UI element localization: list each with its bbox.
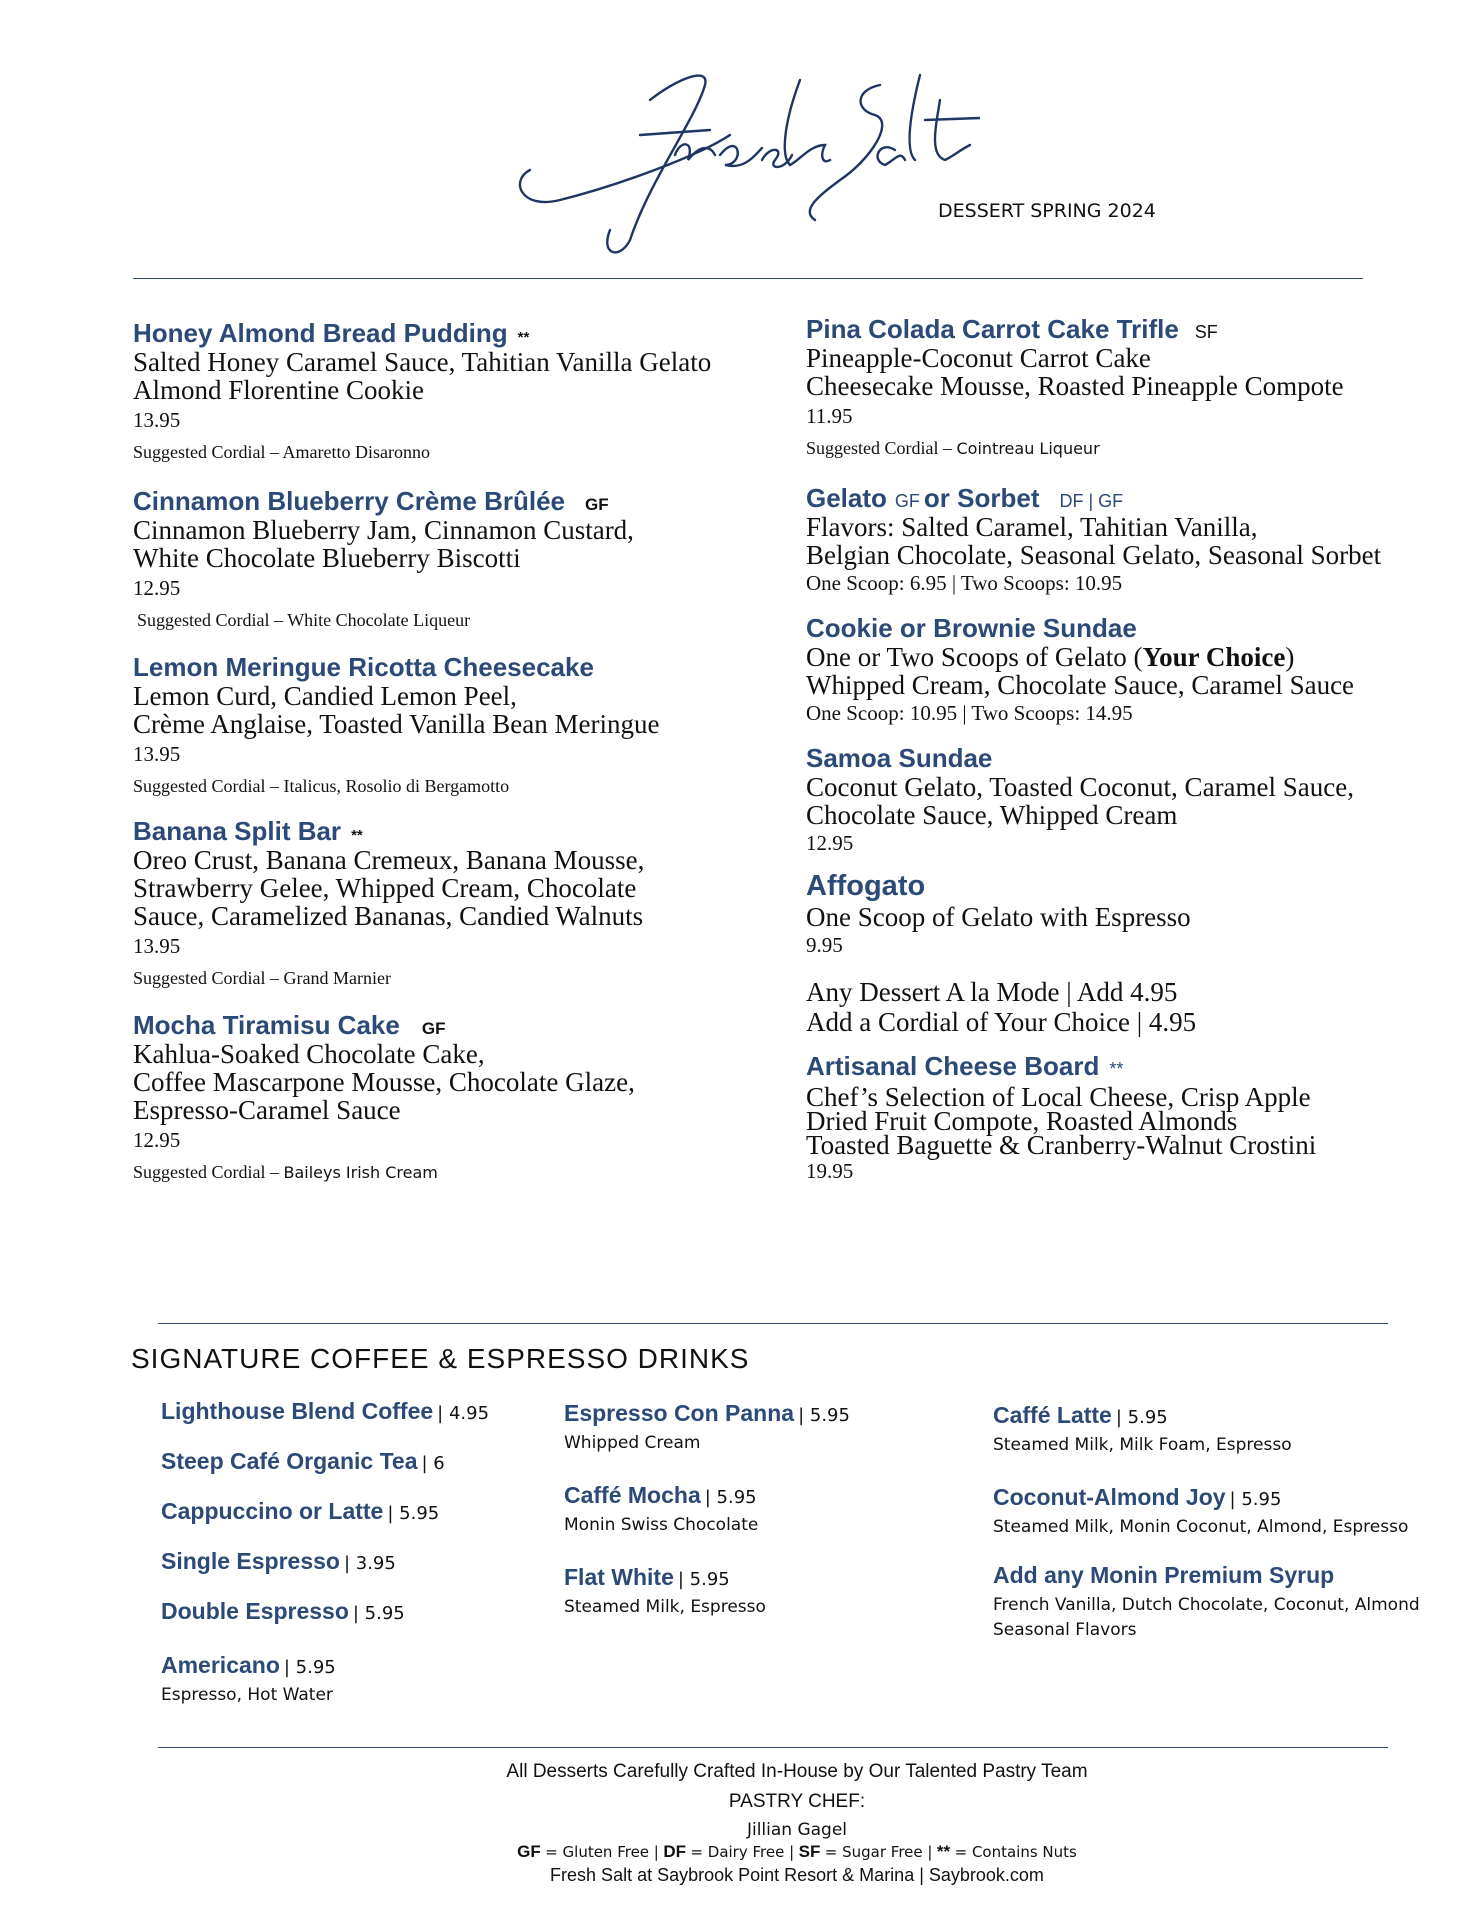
dessert-price: 12.95 (806, 831, 854, 855)
logo-text: fresh salt (500, 60, 504, 61)
dessert-tag: GF (421, 1019, 446, 1038)
coffee-item (161, 1548, 561, 1598)
dessert-desc-line: Chocolate Sauce, Whipped Cream (806, 800, 1178, 830)
coffee-col-1 (161, 1398, 561, 1708)
coffee-name: Caffé Mocha (564, 1482, 701, 1508)
dessert-name: or Sorbet (923, 483, 1040, 513)
coffee-desc: Espresso, Hot Water (161, 1685, 333, 1705)
desc-text: ) (1285, 642, 1295, 672)
coffee-name: Espresso Con Panna (564, 1400, 795, 1426)
dessert-desc-line: Pineapple-Coconut Carrot Cake (806, 343, 1151, 373)
cordial-name: Baileys Irish Cream (283, 1163, 438, 1182)
add-ons (806, 977, 1476, 1037)
dessert-name: Samoa Sundae (806, 743, 993, 773)
dessert-name: Cinnamon Blueberry Crème Brûlée (133, 486, 566, 516)
dessert-tag: SF (1194, 322, 1218, 342)
dessert-desc-line: White Chocolate Blueberry Biscotti (133, 543, 521, 573)
dessert-item (133, 816, 783, 990)
footer-venue: Fresh Salt at Saybrook Point Resort & Marina | Saybrook.com (550, 1865, 1044, 1885)
dessert-item (133, 652, 783, 798)
dessert-desc-line: Toasted Baguette & Cranberry-Walnut Crostini (806, 1130, 1317, 1160)
desc-bold: Your Choice (1142, 642, 1286, 672)
suggested-cordial (133, 440, 783, 464)
footer (0, 1758, 1484, 1887)
dessert-desc-line: Crème Anglaise, Toasted Vanilla Bean Meringue (133, 709, 660, 739)
coffee-item (564, 1482, 964, 1564)
legend-df: DF (663, 1842, 686, 1861)
coffee-price: | 5.95 (352, 1603, 405, 1624)
dessert-item (133, 486, 783, 632)
coffee-desc: French Vanilla, Dutch Chocolate, Coconut, Almond (993, 1595, 1420, 1615)
fresh-salt-script-logo (500, 60, 980, 260)
dessert-desc-line: Chef’s Selection of Local Cheese, Crisp Apple (806, 1082, 1311, 1112)
cordial-name: Grand Marnier (283, 968, 391, 988)
coffee-desc: Steamed Milk, Espresso (564, 1597, 766, 1617)
menu-subtitle: DESSERT SPRING 2024 (938, 200, 1156, 222)
dessert-desc-line: Oreo Crust, Banana Cremeux, Banana Mousse, (133, 845, 645, 875)
coffee-desc: Steamed Milk, Monin Coconut, Almond, Espresso (993, 1517, 1409, 1537)
coffee-item (564, 1400, 964, 1482)
cordial-label: Suggested Cordial – (133, 968, 279, 988)
dessert-desc-line: Salted Honey Caramel Sauce, Tahitian Vanilla Gelato (133, 347, 712, 377)
dessert-desc-line: Kahlua-Soaked Chocolate Cake, (133, 1039, 485, 1069)
coffee-item (993, 1484, 1463, 1562)
desc-text: One or Two Scoops of Gelato ( (806, 642, 1143, 672)
desserts-right-column (806, 314, 1476, 1205)
dessert-desc-line: Cheesecake Mousse, Roasted Pineapple Compote (806, 371, 1344, 401)
dessert-desc-line: Whipped Cream, Chocolate Sauce, Caramel Sauce (806, 670, 1355, 700)
dessert-desc-line: One Scoop of Gelato with Espresso (806, 902, 1191, 932)
suggested-cordial (137, 608, 783, 632)
cordial-name: Italicus, Rosolio di Bergamotto (283, 776, 510, 796)
legend-df-text: = Dairy Free | (690, 1843, 795, 1861)
legend-gf: GF (517, 1842, 541, 1861)
dessert-name: Honey Almond Bread Pudding (133, 318, 508, 348)
coffee-price: | 5.95 (798, 1405, 850, 1426)
coffee-desc: Whipped Cream (564, 1433, 701, 1453)
dessert-desc-line: Dried Fruit Compote, Roasted Almonds (806, 1106, 1238, 1136)
coffee-name: Add any Monin Premium Syrup (993, 1562, 1335, 1588)
coffee-price: | 4.95 (437, 1403, 490, 1424)
coffee-name: Cappuccino or Latte (161, 1498, 384, 1524)
coffee-item (993, 1402, 1463, 1484)
dessert-item (806, 314, 1476, 461)
suggested-cordial (133, 966, 783, 990)
coffee-item (161, 1398, 561, 1448)
coffee-price: | 5.95 (677, 1569, 730, 1590)
dessert-tag: GF (894, 491, 920, 511)
coffee-name: Coconut-Almond Joy (993, 1484, 1226, 1510)
dessert-desc-line: Coconut Gelato, Toasted Coconut, Caramel Sauce, (806, 772, 1354, 802)
legend-gf-text: = Gluten Free | (545, 1843, 659, 1861)
addon-line: Add a Cordial of Your Choice | 4.95 (806, 1007, 1197, 1037)
dessert-item (133, 318, 783, 464)
dessert-item (806, 743, 1476, 857)
dessert-desc-line: Espresso-Caramel Sauce (133, 1095, 401, 1125)
coffee-name: Steep Café Organic Tea (161, 1448, 418, 1474)
coffee-name: Lighthouse Blend Coffee (161, 1398, 434, 1424)
suggested-cordial (133, 774, 783, 798)
dessert-tag: ** (351, 827, 363, 844)
dessert-desc-line: Lemon Curd, Candied Lemon Peel, (133, 681, 517, 711)
legend-nuts: ** (936, 1842, 951, 1861)
dessert-name: Lemon Meringue Ricotta Cheesecake (133, 652, 594, 682)
coffee-price: | 5.95 (387, 1503, 440, 1524)
coffee-item (161, 1448, 561, 1498)
cordial-label: Suggested Cordial – (133, 776, 279, 796)
coffee-price: | 5.95 (283, 1657, 336, 1678)
legend-sf: SF (798, 1842, 821, 1861)
dessert-desc-line: Cinnamon Blueberry Jam, Cinnamon Custard, (133, 515, 634, 545)
dessert-desc-line: Coffee Mascarpone Mousse, Chocolate Glaze, (133, 1067, 635, 1097)
coffee-col-2 (564, 1400, 964, 1620)
coffee-desc: Seasonal Flavors (993, 1620, 1137, 1640)
legend-sf-text: = Sugar Free | (824, 1843, 933, 1861)
dessert-price: 12.95 (133, 1128, 181, 1152)
dessert-tag: ** (517, 329, 530, 346)
dessert-tag: ** (1109, 1059, 1124, 1079)
dessert-price: One Scoop: 6.95 | Two Scoops: 10.95 (806, 571, 1123, 595)
dessert-name: Cookie or Brownie Sundae (806, 613, 1137, 643)
dessert-tag: GF (585, 495, 609, 514)
dessert-name: Mocha Tiramisu Cake (133, 1010, 400, 1040)
cordial-name: White Chocolate Liqueur (287, 610, 471, 630)
logo (500, 60, 980, 260)
coffee-name: Double Espresso (161, 1598, 349, 1624)
dessert-desc-line: Almond Florentine Cookie (133, 375, 424, 405)
coffee-price: | 5.95 (1229, 1489, 1282, 1510)
coffee-name: Caffé Latte (993, 1402, 1112, 1428)
addon-line: Any Dessert A la Mode | Add 4.95 (806, 977, 1178, 1007)
coffee-name: Single Espresso (161, 1548, 340, 1574)
header-divider (133, 278, 1363, 279)
dessert-item (806, 1051, 1476, 1185)
cordial-label: Suggested Cordial – (133, 442, 279, 462)
dessert-name: Pina Colada Carrot Cake Trifle (806, 314, 1179, 344)
legend-nuts-text: = Contains Nuts (954, 1843, 1077, 1861)
dessert-price: One Scoop: 10.95 | Two Scoops: 14.95 (806, 701, 1133, 725)
dessert-desc-line: Flavors: Salted Caramel, Tahitian Vanilla, (806, 512, 1258, 542)
dessert-name: Banana Split Bar (133, 816, 342, 846)
cordial-name: Amaretto Disaronno (282, 442, 430, 462)
coffee-col-3 (993, 1402, 1463, 1643)
coffee-item (161, 1598, 561, 1652)
cordial-label: Suggested Cordial – (137, 610, 283, 630)
dessert-item (806, 613, 1476, 727)
cordial-label: Suggested Cordial – (133, 1162, 279, 1182)
coffee-item (161, 1652, 561, 1708)
dessert-price: 12.95 (133, 576, 181, 600)
coffee-price: | 5.95 (704, 1487, 757, 1508)
dessert-desc-line: Strawberry Gelee, Whipped Cream, Chocolate (133, 873, 637, 903)
footer-tagline: All Desserts Carefully Crafted In-House by Our Talented Pastry Team (506, 1761, 1088, 1782)
dessert-name: Artisanal Cheese Board (806, 1051, 1100, 1081)
coffee-price: | 6 (421, 1453, 445, 1474)
dessert-price: 13.95 (133, 408, 181, 432)
coffee-desc: Steamed Milk, Milk Foam, Espresso (993, 1435, 1292, 1455)
coffee-item (993, 1562, 1463, 1643)
coffee-section-title: SIGNATURE COFFEE & ESPRESSO DRINKS (131, 1343, 750, 1374)
dessert-price: 9.95 (806, 933, 843, 957)
dessert-price: 19.95 (806, 1159, 854, 1183)
coffee-item (564, 1564, 964, 1620)
dessert-price: 13.95 (133, 934, 181, 958)
coffee-name: Flat White (564, 1564, 674, 1590)
pastry-chef-label: PASTRY CHEF: (728, 1791, 866, 1812)
suggested-cordial (133, 1160, 783, 1185)
pastry-chef-name: Jillian Gagel (746, 1820, 848, 1840)
dessert-tag: DF | GF (1059, 491, 1124, 511)
dessert-item (806, 483, 1476, 597)
cordial-name: Cointreau Liqueur (956, 439, 1100, 458)
dessert-desc-line: Sauce, Caramelized Bananas, Candied Walnuts (133, 901, 644, 931)
dessert-item (806, 871, 1476, 959)
dessert-item (133, 1010, 783, 1185)
dessert-price: 11.95 (806, 404, 853, 428)
dessert-name: Affogato (806, 870, 926, 902)
desserts-left-column (133, 318, 783, 1205)
dessert-desc-line: Belgian Chocolate, Seasonal Gelato, Seasonal Sorbet (806, 540, 1382, 570)
suggested-cordial (806, 436, 1476, 461)
cordial-label: Suggested Cordial – (806, 438, 952, 458)
coffee-divider-top (158, 1323, 1388, 1324)
coffee-name: Americano (161, 1652, 280, 1678)
dessert-desc-line (806, 643, 1476, 671)
coffee-divider-bottom (158, 1747, 1388, 1748)
dessert-name: Gelato (806, 483, 887, 513)
coffee-desc: Monin Swiss Chocolate (564, 1515, 759, 1535)
dietary-legend (0, 1842, 1484, 1863)
coffee-price: | 3.95 (343, 1553, 396, 1574)
coffee-price: | 5.95 (1115, 1407, 1168, 1428)
coffee-item (161, 1498, 561, 1548)
dessert-price: 13.95 (133, 742, 181, 766)
